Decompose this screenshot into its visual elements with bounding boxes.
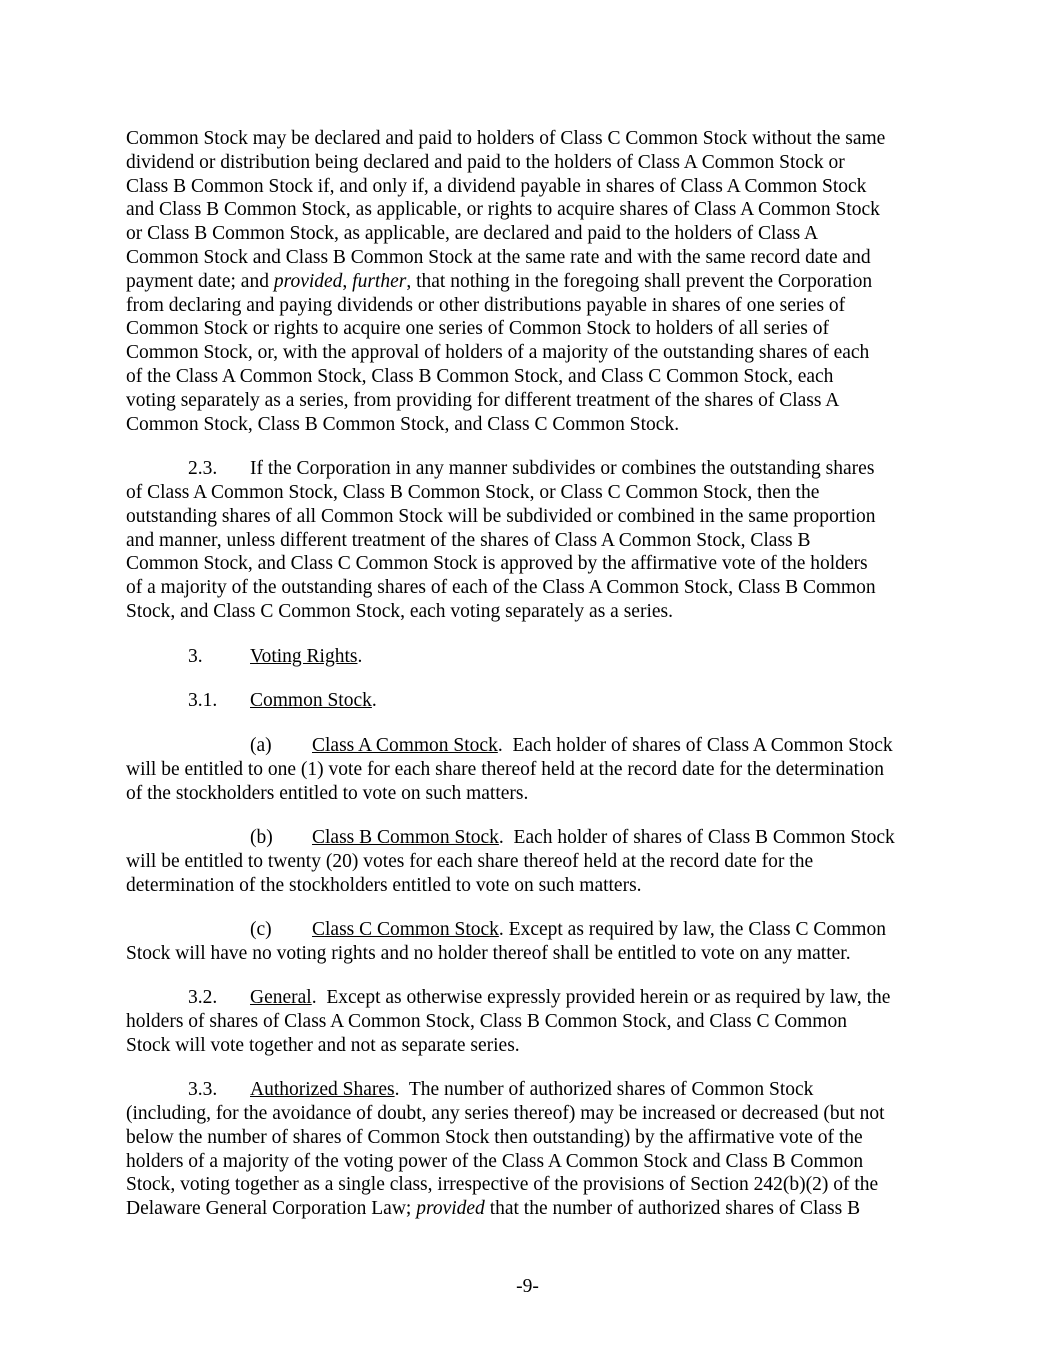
text-line: Class B Common Stock if, and only if, a dividend payable in shares of Class A Common Stock <box>126 176 867 197</box>
text-line <box>126 270 872 294</box>
item-number: (a) <box>250 735 272 756</box>
text-run: . <box>371 690 377 711</box>
section-number: 2.3. <box>188 458 218 479</box>
italic-further: further <box>352 271 407 292</box>
text-line <box>250 1078 813 1102</box>
text-line: (including, for the avoidance of doubt, any series thereof) may be increased or decreased (but not <box>126 1103 885 1124</box>
text-line <box>312 918 886 942</box>
text-line: Stock, and Class C Common Stock, each voting separately as a series. <box>126 601 673 622</box>
text-run: . The number of authorized shares of Common Stock <box>394 1079 814 1100</box>
text-run: , that nothing in the foregoing shall prevent the Corporation <box>406 271 873 292</box>
text-line: Stock will have no voting rights and no holder thereof shall be entitled to vote on any matter. <box>126 943 851 964</box>
section-number: 3.2. <box>188 987 218 1008</box>
text-line: holders of shares of Class A Common Stock, Class B Common Stock, and Class C Common <box>126 1011 847 1032</box>
text-line <box>312 826 895 850</box>
text-run: that the number of authorized shares of Class B <box>484 1198 861 1219</box>
text-line: outstanding shares of all Common Stock will be subdivided or combined in the same proportion <box>126 506 876 527</box>
text-line: below the number of shares of Common Stock then outstanding) by the affirmative vote of the <box>126 1127 863 1148</box>
text-line: or Class B Common Stock, as applicable, are declared and paid to the holders of Class A <box>126 223 819 244</box>
section-number: 3.1. <box>188 690 218 711</box>
text-run: . Except as otherwise expressly provided herein or as required by law, the <box>311 987 891 1008</box>
text-run: . Each holder of shares of Class A Common Stock <box>497 735 893 756</box>
text-line: will be entitled to twenty (20) votes for each share thereof held at the record date for the <box>126 851 814 872</box>
text-line: will be entitled to one (1) vote for each share thereof held at the record date for the determination <box>126 759 885 780</box>
text-line: Common Stock, or, with the approval of holders of a majority of the outstanding shares of each <box>126 342 870 363</box>
item-number: (c) <box>250 919 272 940</box>
text-line: of a majority of the outstanding shares of each of the Class A Common Stock, Class B Common <box>126 577 876 598</box>
section-title: Voting Rights <box>250 646 358 667</box>
text-run: Delaware General Corporation Law; <box>126 1198 417 1219</box>
text-line: and manner, unless different treatment of the shares of Class A Common Stock, Class B <box>126 530 811 551</box>
text-run: . Except as required by law, the Class C Common <box>498 919 886 940</box>
text-line: from declaring and paying dividends or other distributions payable in shares of one series of <box>126 295 846 316</box>
text-line: Common Stock or rights to acquire one series of Common Stock to holders of all series of <box>126 318 829 339</box>
section-number: 3.3. <box>188 1079 218 1100</box>
text-line: Common Stock, Class B Common Stock, and Class C Common Stock. <box>126 414 680 435</box>
section-title: Authorized Shares <box>250 1079 395 1100</box>
section-title: General <box>250 987 312 1008</box>
page-number: -9- <box>516 1276 539 1297</box>
text-line <box>250 986 890 1010</box>
heading-line <box>250 645 362 669</box>
text-line: Stock will vote together and not as separate series. <box>126 1035 520 1056</box>
text-line <box>126 1197 860 1221</box>
text-line <box>312 734 893 758</box>
text-line: If the Corporation in any manner subdivides or combines the outstanding shares <box>250 458 875 479</box>
text-line: of the Class A Common Stock, Class B Common Stock, and Class C Common Stock, each <box>126 366 834 387</box>
text-line: of Class A Common Stock, Class B Common Stock, or Class C Common Stock, then the <box>126 482 820 503</box>
item-title: Class A Common Stock <box>312 735 498 756</box>
item-title: Class C Common Stock <box>312 919 499 940</box>
text-line: holders of a majority of the voting power of the Class A Common Stock and Class B Common <box>126 1151 864 1172</box>
heading-line <box>250 689 377 713</box>
text-run: . Each holder of shares of Class B Common Stock <box>498 827 895 848</box>
text-line: dividend or distribution being declared and paid to the holders of Class A Common Stock or <box>126 152 845 173</box>
text-line: Common Stock and Class B Common Stock at the same rate and with the same record date and <box>126 247 871 268</box>
section-number: 3. <box>188 646 203 667</box>
text-line: Common Stock may be declared and paid to holders of Class C Common Stock without the same <box>126 128 886 149</box>
text-line: Stock, voting together as a single class, irrespective of the provisions of Section 242(b)(2) of the <box>126 1174 879 1195</box>
text-run: . <box>357 646 363 667</box>
text-line: voting separately as a series, from providing for different treatment of the shares of Class A <box>126 390 840 411</box>
text-run: payment date; and <box>126 271 274 292</box>
item-number: (b) <box>250 827 273 848</box>
text-line: Common Stock, and Class C Common Stock is approved by the affirmative vote of the holders <box>126 553 868 574</box>
section-title: Common Stock <box>250 690 372 711</box>
text-line: and Class B Common Stock, as applicable, or rights to acquire shares of Class A Common Stock <box>126 199 880 220</box>
text-line: of the stockholders entitled to vote on such matters. <box>126 783 529 804</box>
text-run: , <box>342 271 353 292</box>
italic-provided: provided <box>416 1198 485 1219</box>
text-line: determination of the stockholders entitled to vote on such matters. <box>126 875 642 896</box>
italic-provided: provided <box>273 271 343 292</box>
item-title: Class B Common Stock <box>312 827 499 848</box>
